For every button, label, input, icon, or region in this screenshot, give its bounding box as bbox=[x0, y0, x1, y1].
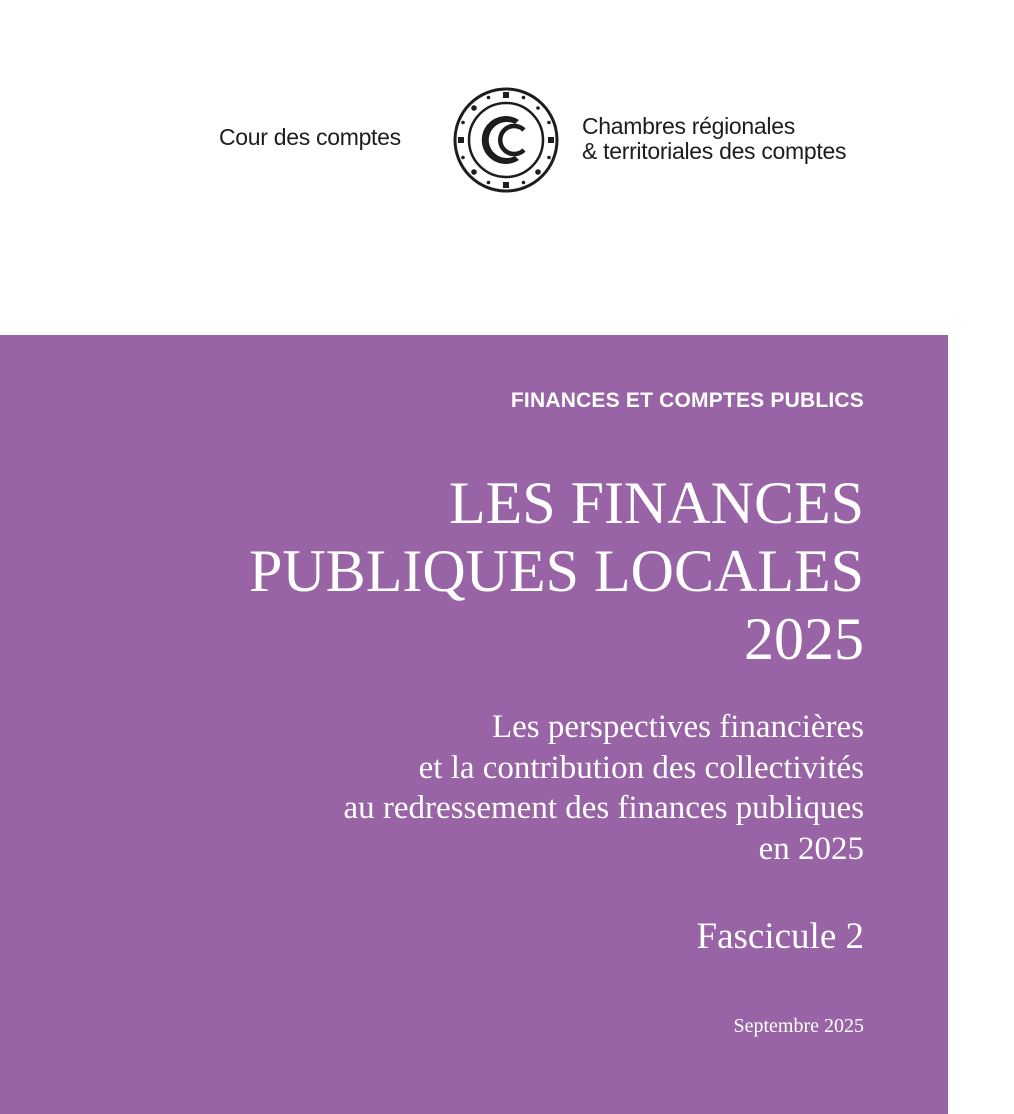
title-band bbox=[0, 335, 948, 1114]
subtitle-line-3: au redressement des finances publiques bbox=[343, 790, 864, 826]
fascicle-label: Fascicule 2 bbox=[696, 916, 864, 957]
org-right-line-2: & territoriales des comptes bbox=[582, 138, 847, 164]
org-right-line-1: Chambres régionales bbox=[582, 113, 795, 139]
publication-date: Septembre 2025 bbox=[733, 1015, 864, 1037]
subtitle-line-1: Les perspectives financières bbox=[492, 709, 864, 745]
title-line-2: PUBLIQUES LOCALES bbox=[248, 538, 864, 604]
chambres-regionales-label bbox=[582, 114, 846, 164]
cc-seal-icon bbox=[452, 86, 560, 194]
cour-des-comptes-label: Cour des comptes bbox=[219, 124, 401, 150]
subtitle-line-2: et la contribution des collectivités bbox=[418, 749, 864, 786]
cover-header bbox=[0, 0, 1014, 335]
title-line-3: 2025 bbox=[744, 606, 864, 672]
report-subtitle bbox=[344, 707, 865, 869]
subtitle-line-4: en 2025 bbox=[758, 830, 864, 867]
title-line-1: LES FINANCES bbox=[448, 470, 864, 536]
report-title bbox=[249, 469, 864, 673]
collection-label: FINANCES ET COMPTES PUBLICS bbox=[510, 389, 864, 412]
